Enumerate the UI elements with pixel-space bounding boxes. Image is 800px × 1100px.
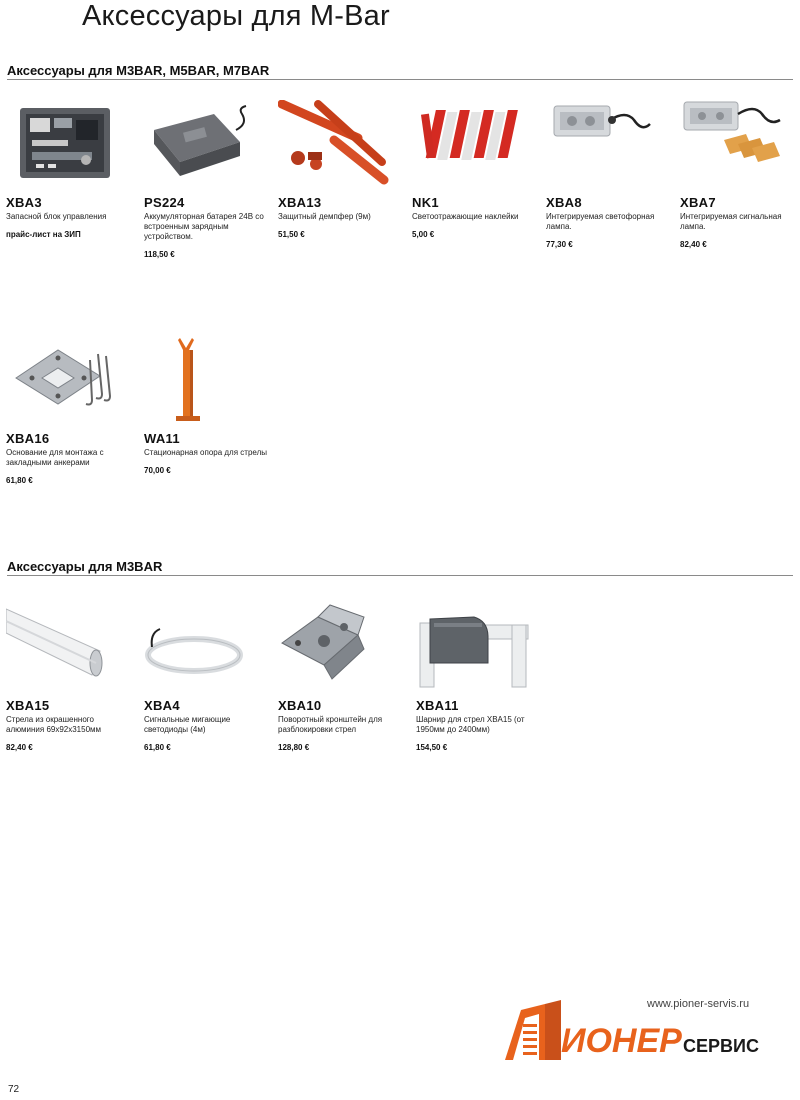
product-description: Защитный демпфер (9м) bbox=[278, 212, 371, 221]
product-code: XBA4 bbox=[144, 698, 180, 713]
control-board-icon bbox=[6, 100, 124, 192]
product-description: Сигнальные мигающие светодиоды (4м) bbox=[144, 715, 231, 734]
product-card-xba16 bbox=[6, 336, 134, 485]
product-description: Поворотный кронштейн для разблокировки стрел bbox=[278, 715, 383, 734]
product-description: Стационарная опора для стрелы bbox=[144, 448, 267, 457]
product-code: PS224 bbox=[144, 195, 185, 210]
product-card-xba3 bbox=[6, 100, 134, 239]
signal-lamp-icon bbox=[680, 100, 798, 192]
product-price: 61,80 € bbox=[144, 743, 171, 752]
product-description: Аккумуляторная батарея 24В со встроенным зарядным устройством. bbox=[144, 212, 264, 241]
product-card-nk1 bbox=[412, 100, 540, 239]
product-price: прайс-лист на ЗИП bbox=[6, 230, 81, 239]
product-card-xba10 bbox=[278, 603, 406, 752]
product-code: XBA15 bbox=[6, 698, 50, 713]
product-code: NK1 bbox=[412, 195, 439, 210]
product-description: Интегрируемая светофорная лампа. bbox=[546, 212, 655, 231]
section-heading-m3-m5-m7: Аксессуары для M3BAR, M5BAR, M7BAR bbox=[7, 63, 793, 80]
product-code: XBA13 bbox=[278, 195, 322, 210]
product-code: XBA3 bbox=[6, 195, 42, 210]
product-description: Запасной блок управления bbox=[6, 212, 107, 221]
product-price: 118,50 € bbox=[144, 250, 175, 259]
hinge-icon bbox=[416, 603, 534, 695]
logo-text-main: ИОНЕР bbox=[561, 1022, 682, 1060]
reflective-stickers-icon bbox=[412, 100, 530, 192]
section-heading-m3: Аксессуары для M3BAR bbox=[7, 559, 793, 576]
product-card-wa11 bbox=[144, 336, 272, 475]
website-url[interactable]: www.pioner-servis.ru bbox=[647, 998, 750, 1010]
product-card-xba8 bbox=[546, 100, 674, 249]
product-price: 128,80 € bbox=[278, 743, 310, 752]
company-logo bbox=[505, 1000, 775, 1060]
product-description: Стрела из окрашенного алюминия 69х92х3150мм bbox=[6, 715, 102, 734]
swivel-bracket-icon bbox=[278, 603, 396, 695]
page-number: 72 bbox=[8, 1084, 20, 1095]
logo-building-icon bbox=[505, 1000, 561, 1060]
product-description: Основание для монтажа с закладными анкерами bbox=[6, 448, 104, 467]
product-price: 77,30 € bbox=[546, 240, 573, 249]
product-price: 70,00 € bbox=[144, 466, 171, 475]
traffic-lamp-icon bbox=[546, 100, 664, 192]
product-description: Светоотражающие наклейки bbox=[412, 212, 519, 221]
product-card-xba7 bbox=[680, 100, 800, 249]
product-card-xba4 bbox=[144, 603, 272, 752]
battery-icon bbox=[144, 100, 262, 192]
product-price: 61,80 € bbox=[6, 476, 33, 485]
product-price: 5,00 € bbox=[412, 230, 435, 239]
damper-icon bbox=[278, 100, 396, 192]
mounting-plate-icon bbox=[6, 336, 124, 428]
product-code: XBA16 bbox=[6, 431, 50, 446]
product-price: 154,50 € bbox=[416, 743, 448, 752]
product-card-ps224 bbox=[144, 100, 272, 259]
page-title: Аксессуары для M-Bar bbox=[82, 0, 390, 32]
logo-text-sub: СЕРВИС bbox=[683, 1036, 759, 1056]
led-strip-icon bbox=[144, 603, 262, 695]
product-code: XBA11 bbox=[416, 698, 459, 713]
boom-icon bbox=[6, 603, 124, 695]
product-code: XBA10 bbox=[278, 698, 322, 713]
product-price: 51,50 € bbox=[278, 230, 305, 239]
product-card-xba15 bbox=[6, 603, 134, 752]
product-price: 82,40 € bbox=[680, 240, 707, 249]
product-description: Шарнир для стрел XBA15 (от 1950мм до 2400мм) bbox=[416, 715, 525, 734]
product-card-xba13 bbox=[278, 100, 406, 239]
product-price: 82,40 € bbox=[6, 743, 33, 752]
product-description: Интегрируемая сигнальная лампа. bbox=[680, 212, 782, 231]
boom-support-icon bbox=[144, 336, 262, 428]
product-card-xba11 bbox=[416, 603, 544, 752]
product-code: XBA8 bbox=[546, 195, 582, 210]
product-code: XBA7 bbox=[680, 195, 716, 210]
product-code: WA11 bbox=[144, 431, 180, 446]
